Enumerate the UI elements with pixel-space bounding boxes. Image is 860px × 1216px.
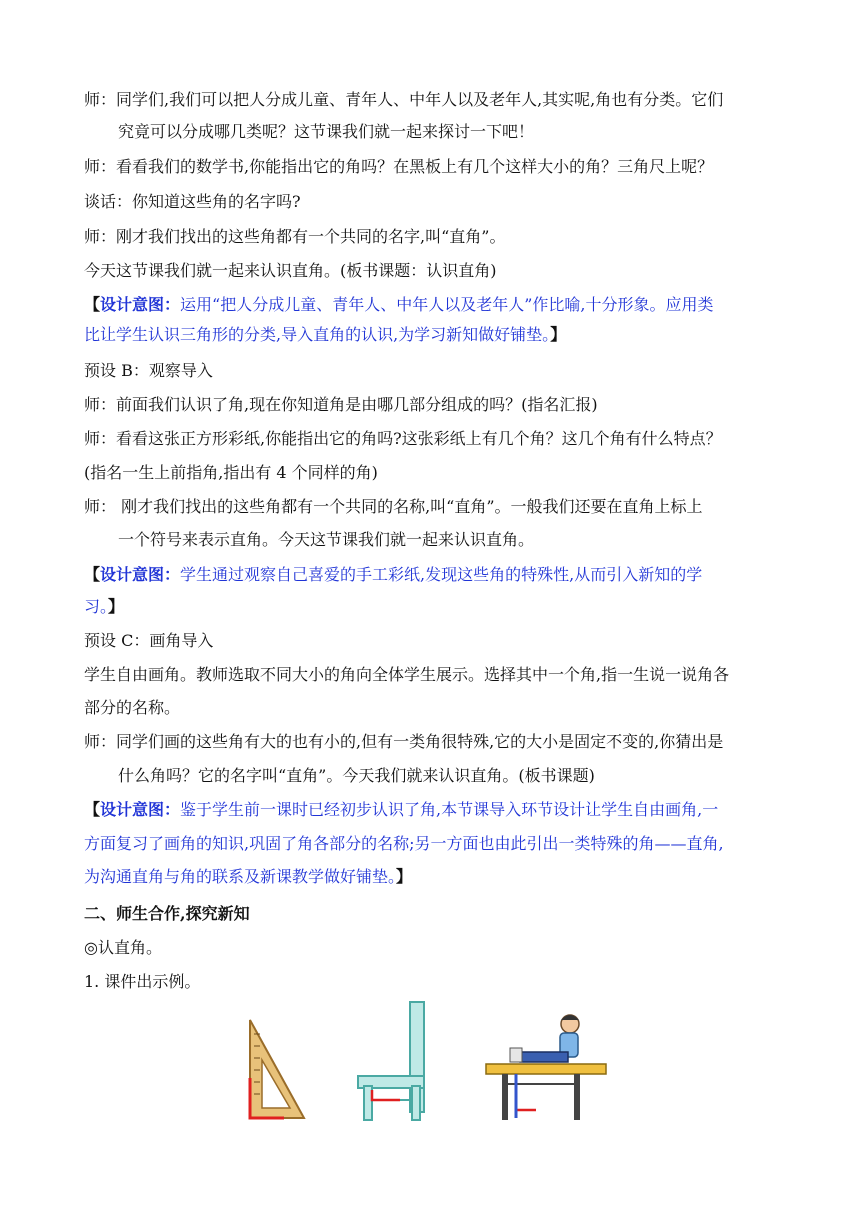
section-heading: 二、师生合作,探究新知 (84, 904, 250, 923)
paragraph-continuation: 部分的名称。 (84, 698, 181, 717)
paragraph: 谈话：你知道这些角的名字吗? (84, 192, 301, 211)
set-square-image (250, 1020, 304, 1118)
paragraph: ◎认直角。 (84, 938, 162, 957)
paragraph: 师：前面我们认识了角,现在你知道角是由哪几部分组成的吗？(指名汇报) (84, 395, 598, 414)
design-intent-text: 习。 (84, 597, 109, 616)
example-illustrations (240, 998, 610, 1122)
paragraph: 预设 B：观察导入 (84, 361, 213, 380)
design-intent-2 (84, 564, 784, 586)
paragraph-continuation: 究竟可以分成哪几类呢？这节课我们就一起来探讨一下吧！ (118, 122, 535, 141)
paragraph: 预设 C：画角导入 (84, 631, 214, 650)
bracket-close: 】 (550, 325, 567, 344)
chair-image (358, 1002, 424, 1120)
paragraph: (指名一生上前指角,指出有 4 个同样的角) (84, 463, 378, 482)
paragraph-continuation: 什么角吗？它的名字叫“直角”。今天我们就来认识直角。(板书课题) (118, 766, 595, 785)
design-intent-text: 鉴于学生前一课时已经初步认识了角,本节课导入环节设计让学生自由画角,一 (180, 800, 719, 819)
paragraph-continuation: 一个符号来表示直角。今天这节课我们就一起来认识直角。 (118, 530, 535, 549)
paragraph: 师：同学们画的这些角有大的也有小的,但有一类角很特殊,它的大小是固定不变的,你猜出是 (84, 732, 724, 751)
paragraph: 1. 课件出示例。 (84, 972, 201, 991)
paragraph: 学生自由画角。教师选取不同大小的角向全体学生展示。选择其中一个角,指一生说一说角各 (84, 665, 730, 684)
design-intent-1-cont (84, 324, 784, 346)
paragraph: 师： 刚才我们找出的这些角都有一个共同的名称,叫“直角”。一般我们还要在直角上标上 (84, 497, 703, 516)
paragraph: 今天这节课我们就一起来认识直角。(板书课题：认识直角) (84, 261, 497, 280)
bracket-open: 【 (84, 800, 101, 819)
bracket-close: 】 (396, 867, 413, 886)
boy-on-bench-image (486, 1015, 606, 1120)
design-intent-2-cont (84, 596, 784, 618)
paragraph: 师：刚才我们找出的这些角都有一个共同的名字,叫“直角”。 (84, 227, 506, 246)
design-intent-label: 设计意图： (100, 295, 181, 314)
design-intent-text: 为沟通直角与角的联系及新课教学做好铺垫。 (84, 867, 397, 886)
paragraph: 师：同学们,我们可以把人分成儿童、青年人、中年人以及老年人,其实呢,角也有分类。它们 (84, 90, 724, 109)
design-intent-3-cont (84, 833, 784, 855)
bracket-close: 】 (108, 597, 125, 616)
design-intent-3 (84, 799, 784, 821)
design-intent-1 (84, 294, 784, 316)
design-intent-3-cont (84, 866, 784, 888)
paragraph: 师：看看我们的数学书,你能指出它的角吗？在黑板上有几个这样大小的角？三角尺上呢？ (84, 157, 714, 176)
paragraph: 师：看看这张正方形彩纸,你能指出它的角吗?这张彩纸上有几个角？这几个角有什么特点？ (84, 429, 722, 448)
bracket-open: 【 (84, 295, 101, 314)
design-intent-text: 比让学生认识三角形的分类,导入直角的认识,为学习新知做好铺垫。 (84, 325, 551, 344)
design-intent-text: 运用“把人分成儿童、青年人、中年人以及老年人”作比喻,十分形象。应用类 (180, 295, 714, 314)
design-intent-text: 方面复习了画角的知识,巩固了角各部分的名称;另一方面也由此引出一类特殊的角——直角, (84, 834, 724, 853)
bracket-open: 【 (84, 565, 101, 584)
design-intent-text: 学生通过观察自己喜爱的手工彩纸,发现这些角的特殊性,从而引入新知的学 (180, 565, 703, 584)
design-intent-label: 设计意图： (100, 800, 181, 819)
design-intent-label: 设计意图： (100, 565, 181, 584)
